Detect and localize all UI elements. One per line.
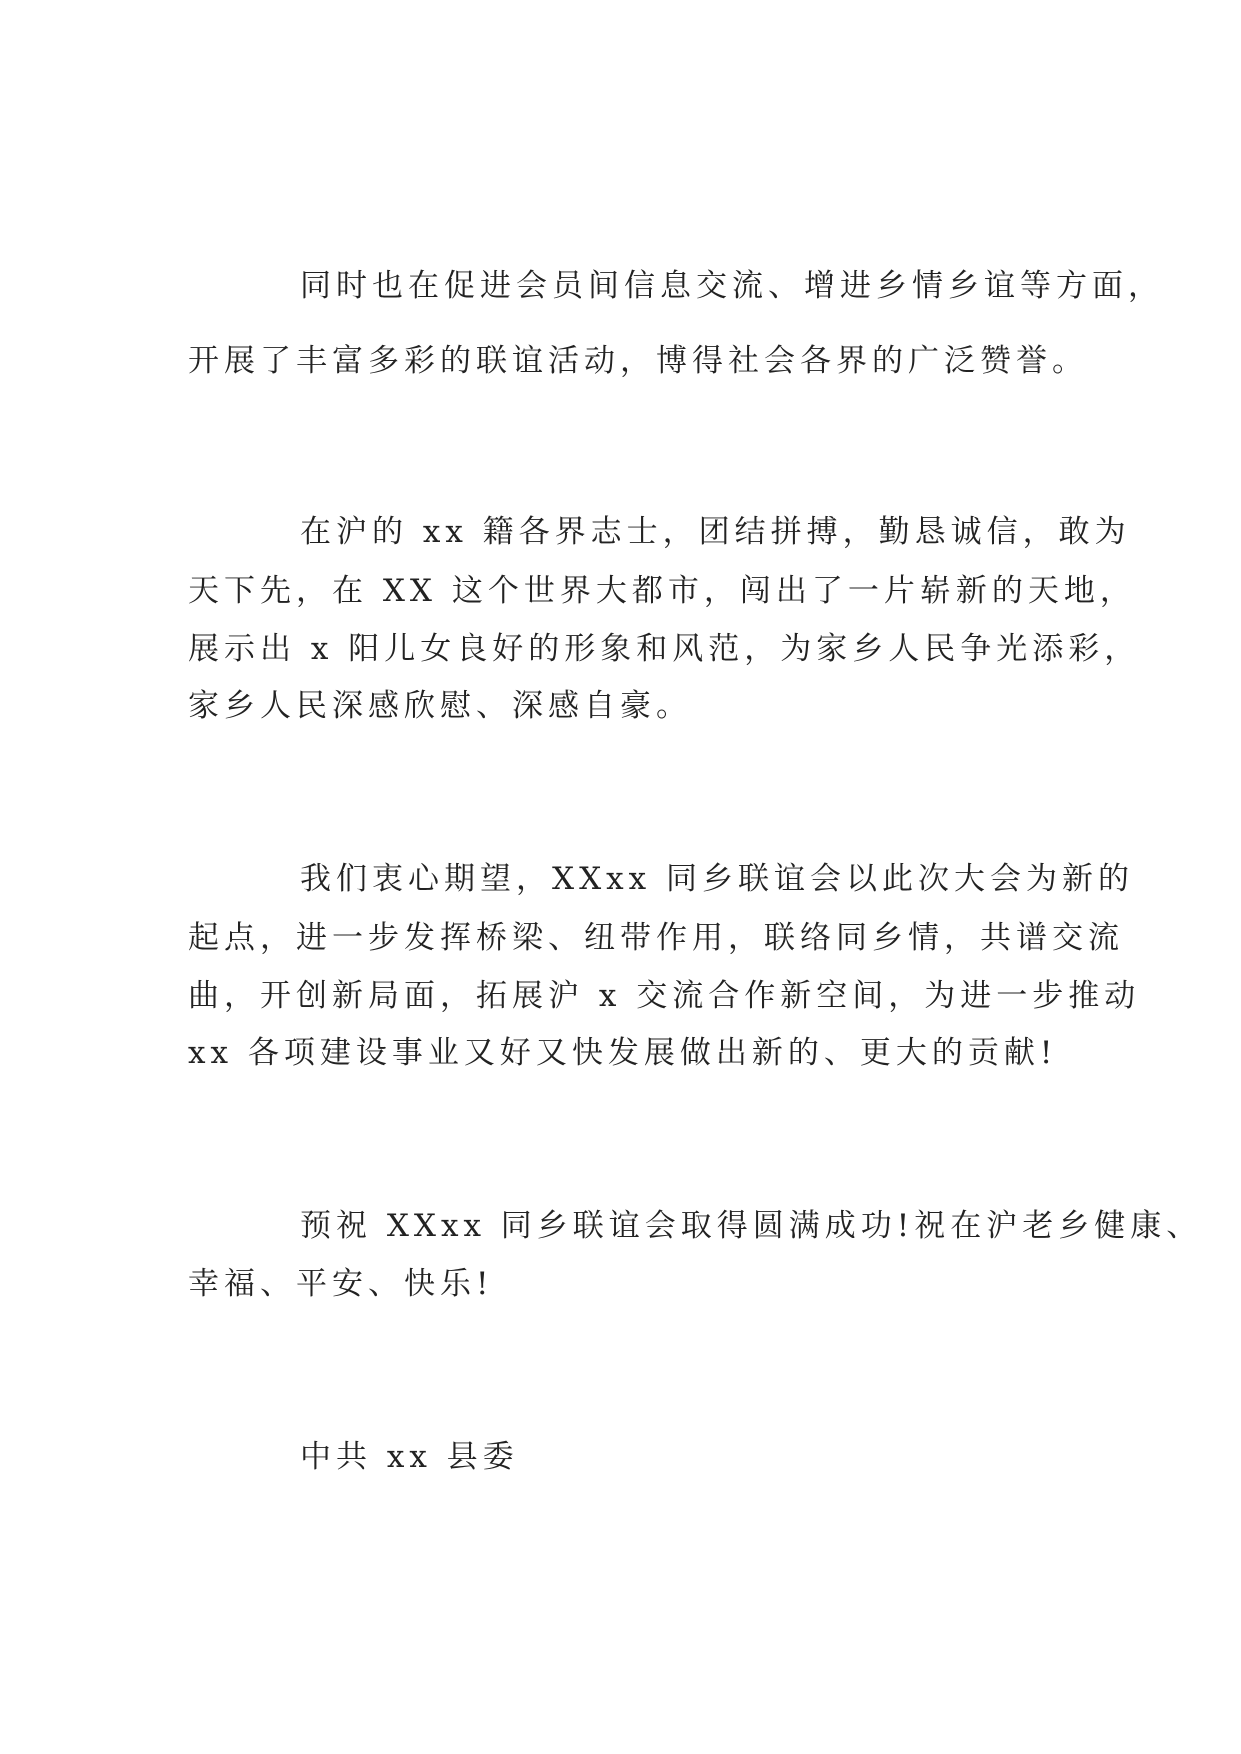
paragraph-3-line-1: 我们衷心期望，XXxx 同乡联谊会以此次大会为新的 xyxy=(300,861,1134,897)
paragraph-2-line-3: 展示出 x 阳儿女良好的形象和风范，为家乡人民争光添彩， xyxy=(188,631,1141,667)
paragraph-2-line-2: 天下先，在 XX 这个世界大都市，闯出了一片崭新的天地， xyxy=(188,573,1136,609)
signature: 中共 xx 县委 xyxy=(300,1439,519,1475)
paragraph-3-line-2: 起点，进一步发挥桥梁、纽带作用，联络同乡情，共谱交流 xyxy=(188,920,1124,956)
paragraph-3-line-3: 曲，开创新局面，拓展沪 x 交流合作新空间，为进一步推动 xyxy=(188,978,1141,1014)
paragraph-4-line-2: 幸福、平安、快乐! xyxy=(188,1266,494,1302)
paragraph-2-line-1: 在沪的 xx 籍各界志士，团结拼搏，勤恳诚信，敢为 xyxy=(300,514,1131,550)
paragraph-1-line-1: 同时也在促进会员间信息交流、增进乡情乡谊等方面， xyxy=(300,268,1164,304)
paragraph-1-line-2: 开展了丰富多彩的联谊活动，博得社会各界的广泛赞誉。 xyxy=(188,343,1088,379)
paragraph-2-line-4: 家乡人民深感欣慰、深感自豪。 xyxy=(188,688,692,724)
paragraph-3-line-4: xx 各项建设事业又好又快发展做出新的、更大的贡献! xyxy=(188,1035,1058,1071)
paragraph-4-line-1: 预祝 XXxx 同乡联谊会取得圆满成功!祝在沪老乡健康、 xyxy=(300,1208,1203,1244)
